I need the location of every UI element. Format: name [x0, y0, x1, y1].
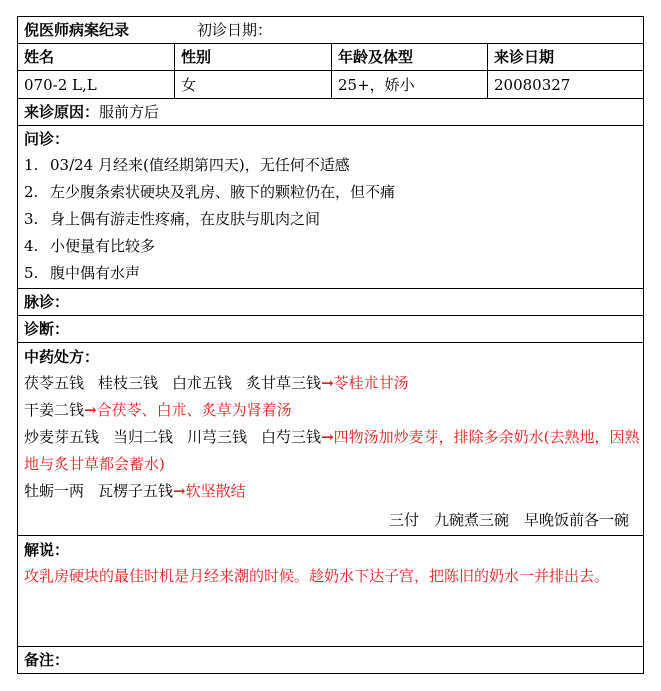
list-item: 5. 腹中偶有水声: [24, 264, 141, 282]
prescription-line: 茯苓五钱 桂枝三钱 白朮五钱 炙甘草三钱→苓桂朮甘汤: [24, 374, 409, 392]
list-item: 4. 小便量有比较多: [24, 237, 156, 255]
arrow-right-icon: →: [321, 428, 334, 446]
reason-value: 服前方后: [99, 103, 160, 121]
patient-age-body: 25+，娇小: [332, 71, 488, 99]
list-item: 2. 左少腹条索状硬块及乳房、腋下的颗粒仍在，但不痛: [24, 183, 396, 201]
record-title: 倪医师病案纪录: [24, 21, 130, 39]
col-age-header: 年龄及体型: [332, 44, 488, 71]
first-visit-label: 初诊日期：: [197, 21, 273, 39]
column-header-row: [18, 44, 644, 71]
patient-gender: 女: [175, 71, 332, 99]
list-item: 1. 03/24 月经来(值经期第四天)，无任何不适感: [24, 156, 350, 174]
inquiry-list: [24, 152, 643, 287]
diagnosis-row: [18, 316, 644, 343]
record-table: [17, 16, 644, 674]
prescription-line: 炒麦芽五钱 当归二钱 川芎三钱 白芍三钱→四物汤加炒麦芽，排除多余奶水(去熟地，因熟地与炙甘草都会蓄水): [24, 428, 640, 473]
inquiry-label: 问诊：: [24, 130, 70, 148]
patient-visit-date: 20080327: [488, 71, 644, 99]
explanation-label: 解说：: [24, 541, 70, 559]
prescription-note: 四物汤加炒麦芽，排除多余奶水(去熟地，因熟地与炙甘草都会蓄水): [24, 428, 640, 473]
explanation-row: [18, 536, 644, 647]
arrow-right-icon: →: [84, 401, 97, 419]
arrow-right-icon: →: [321, 374, 334, 392]
col-name-header: 姓名: [18, 44, 175, 71]
pulse-label: 脉诊：: [18, 289, 644, 316]
prescription-note: 苓桂朮甘汤: [333, 374, 409, 392]
prescription-line: 牡蛎一两 瓦楞子五钱→软坚散结: [24, 482, 246, 500]
prescription-row: [18, 343, 644, 536]
reason-label: 来诊原因：: [24, 103, 100, 121]
diagnosis-label: 诊断：: [18, 316, 644, 343]
patient-name: 070-2 L,L: [18, 71, 175, 99]
col-gender-header: 性别: [175, 44, 332, 71]
remarks-label: 备注：: [18, 647, 644, 674]
dosage-instructions: 三付 九碗煮三碗 早晚饭前各一碗: [389, 511, 630, 529]
patient-row: [18, 71, 644, 99]
arrow-right-icon: →: [173, 482, 186, 500]
list-item: 3. 身上偶有游走性疼痛，在皮肤与肌肉之间: [24, 210, 321, 228]
explanation-text: 攻乳房硬块的最佳时机是月经来潮的时候。趁奶水下达子宫，把陈旧的奶水一并排出去。: [24, 567, 610, 585]
col-date-header: 来诊日期: [488, 44, 644, 71]
prescription-line: 干姜二钱→合茯苓、白朮、炙草为肾着汤: [24, 401, 292, 419]
title-row: [18, 17, 644, 44]
inquiry-row: [18, 126, 644, 289]
prescription-note: 合茯苓、白朮、炙草为肾着汤: [96, 401, 292, 419]
prescription-note: 软坚散结: [185, 482, 246, 500]
remarks-row: [18, 647, 644, 674]
reason-row: [18, 99, 644, 126]
prescription-label: 中药处方：: [24, 348, 100, 366]
medical-record: [17, 16, 643, 674]
pulse-row: [18, 289, 644, 316]
